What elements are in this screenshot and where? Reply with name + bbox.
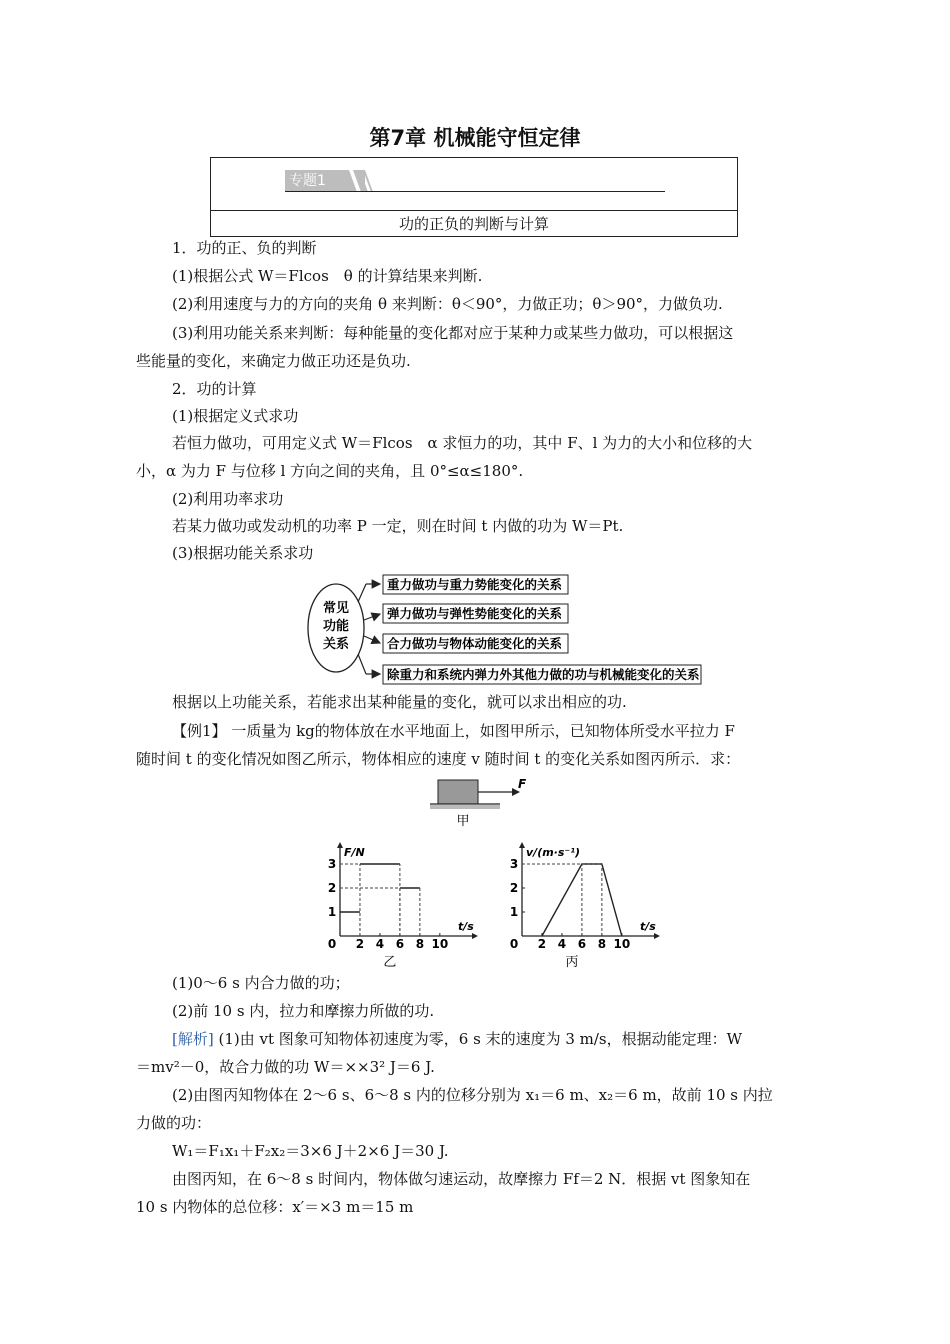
relations-diagram [300,566,710,690]
text-line: 若恒力做功，可用定义式 W＝Flcos α 求恒力的功，其中 F、l 为力的大小和位移的大 [172,434,753,452]
x-tick-label: 4 [375,937,385,951]
x-tick-label: 8 [415,937,425,951]
relation-label: 除重力和系统内弹力外其他力做的功与机械能变化的关系 [387,667,700,682]
x-tick-label: 8 [597,937,607,951]
relation-arrow [364,636,380,643]
topic-tag: 专题1 [285,170,365,192]
text-line: 1．功的正、负的判断 [172,239,317,257]
x-tick-label: 2 [355,937,365,951]
relation-arrow [364,614,380,620]
solution-text: (1)由 vt 图象可知物体初速度为零，6 s 末的速度为 3 m/s，根据动能定理：W [218,1030,743,1048]
example-text: 一质量为 kg的物体放在水平地面上，如图甲所示，已知物体所受水平拉力 F [231,722,735,740]
y-axis-arrow [337,842,343,848]
y-tick-label: 3 [327,857,337,871]
relation-label: 重力做功与重力势能变化的关系 [387,577,563,592]
y-axis-arrow [519,842,525,848]
x-axis-arrow [654,933,660,939]
x-tick-label: 4 [557,937,567,951]
y-tick-label: 2 [509,881,519,895]
y-axis-label: F/N [344,846,365,859]
x-axis-label: t/s [640,920,656,933]
y-axis-label: v/(m·s⁻¹) [526,846,581,859]
text-line: 小，α 为力 F 与位移 l 方向之间的夹角，且 0°≤α≤180°. [136,462,524,480]
solution-line: (2)由图丙知物体在 2～6 s、6～8 s 内的位移分别为 x₁＝6 m、x₂＝6 m，故前 10 s 内拉 [172,1086,773,1104]
tag-stripes-icon [339,170,379,192]
text-line: (2)利用功率求功 [172,490,284,508]
solution-line: W₁＝F₁x₁＋F₂x₂＝3×6 J＋2×6 J＝30 J. [172,1142,449,1160]
chapter-title: 第7章 机械能守恒定律 [369,126,581,150]
x-tick-label: 10 [431,937,449,951]
figure-caption: 甲 [456,814,470,829]
solution-line: 由图丙知，在 6～8 s 时间内，物体做匀速运动，故摩擦力 Ff＝2 N．根据 vt 图象知在 [172,1170,751,1188]
text-line: 些能量的变化，来确定力做正功还是负功. [136,352,411,370]
relation-label: 合力做功与物体动能变化的关系 [387,636,563,651]
relation-arrow [358,584,366,602]
y-tick-label: 3 [509,857,519,871]
topic-name: 功的正负的判断与计算 [398,215,549,233]
text-line: (3)根据功能关系求功 [172,544,314,562]
y-tick-label: 1 [509,905,519,919]
solution-line: 力做的功： [136,1114,212,1132]
question-line: (2)前 10 s 内，拉力和摩擦力所做的功. [172,1002,435,1020]
x-axis-label: t/s [458,920,474,933]
force-label: F [518,778,527,791]
text-line: 2．功的计算 [172,380,257,398]
x-tick-label: 0 [509,937,519,951]
text-line: (1)根据定义式求功 [172,407,299,425]
x-tick-label: 2 [537,937,547,951]
text-line: (2)利用速度与力的方向的夹角 θ 来判断：θ＜90°，力做正功；θ＞90°，力做负功. [172,295,723,313]
y-tick-label: 1 [327,905,337,919]
text-line: 根据以上功能关系，若能求出某种能量的变化，就可以求出相应的功. [172,693,627,711]
x-tick-label: 6 [577,937,587,951]
block [438,780,478,804]
relation-arrow [358,654,366,674]
tag-underline [285,191,665,192]
chart-caption: 乙 [383,955,397,970]
center-label: 功能 [322,619,350,634]
solution-label: [解析] [172,1030,214,1048]
x-tick-label: 6 [395,937,405,951]
solution-line [172,1029,742,1049]
chart-caption: 丙 [565,955,579,970]
example-line [172,721,735,741]
solution-line: 10 s 内物体的总位移：x′＝×3 m＝15 m [136,1198,414,1216]
x-axis-arrow [472,933,478,939]
center-label: 关系 [322,637,350,652]
y-tick-label: 2 [327,881,337,895]
example-label: 【例1】 [172,722,227,740]
solution-line: ＝mv²－0，故合力做的功 W＝××3² J＝6 J. [136,1058,435,1076]
topic-header-box [210,157,738,237]
x-tick-label: 0 [327,937,337,951]
text-line: (3)利用功能关系来判断：每种能量的变化都对应于某种力或某些力做功，可以根据这 [172,324,734,342]
text-line: 若某力做功或发动机的功率 P 一定，则在时间 t 内做的功为 W＝Pt. [172,517,624,535]
chart-force-time [318,840,488,970]
topic-divider [211,210,737,211]
example-line: 随时间 t 的变化情况如图乙所示，物体相应的速度 v 随时间 t 的变化关系如图丙所示．求： [136,750,741,768]
figure-a [430,778,540,830]
relation-label: 弹力做功与弹性势能变化的关系 [387,606,563,621]
center-label: 常见 [322,601,350,616]
x-tick-label: 10 [613,937,631,951]
text-line: (1)根据公式 W＝Flcos θ 的计算结果来判断. [172,267,483,285]
question-line: (1)0～6 s 内合力做的功； [172,974,350,992]
chart-velocity-time [500,840,680,970]
